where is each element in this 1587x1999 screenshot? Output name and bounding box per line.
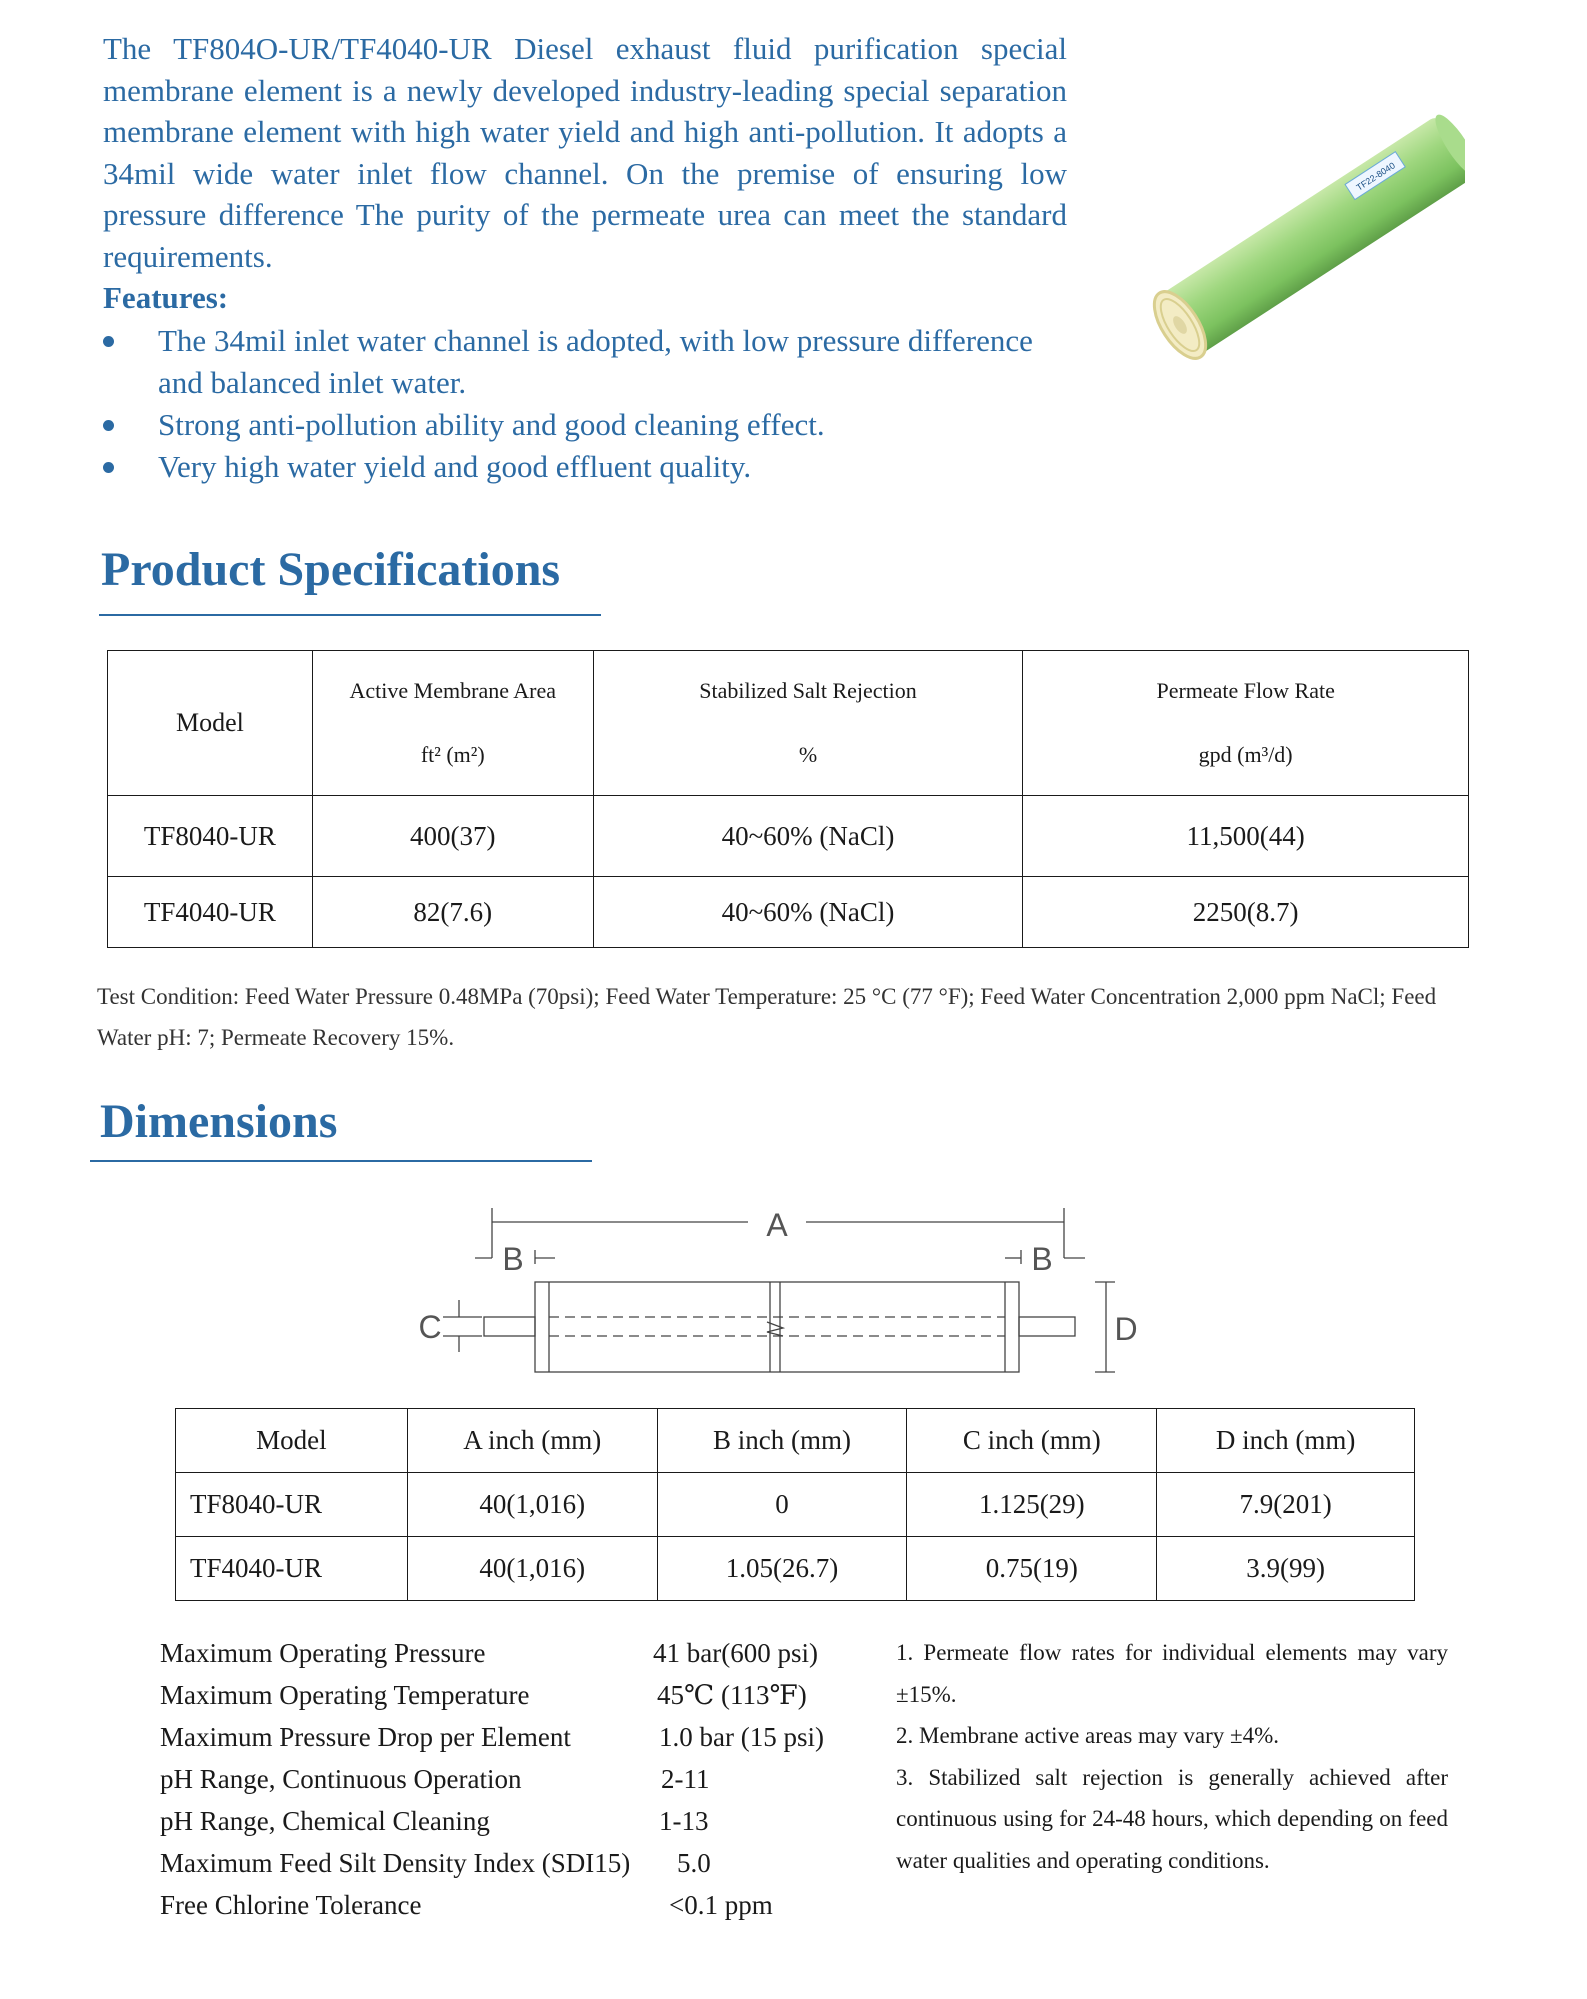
header-a: A inch (mm): [407, 1409, 657, 1473]
product-specifications-title: Product Specifications: [101, 543, 561, 596]
dimensions-diagram: [415, 1200, 1155, 1380]
header-b: B inch (mm): [657, 1409, 907, 1473]
cell-b: 1.05(26.7): [657, 1537, 907, 1601]
note-item: 2. Membrane active areas may vary ±4%.: [896, 1723, 1280, 1748]
cell-c: 0.75(19): [907, 1537, 1157, 1601]
table-row: [176, 1473, 1415, 1537]
cell-a: 40(1,016): [407, 1537, 657, 1601]
note-item: 3. Stabilized salt rejection is generally achieved after continuous using for 24-48 hours, which depending on feed water qualities and operating conditions.: [896, 1764, 1448, 1873]
intro-paragraph: The TF804O-UR/TF4040-UR Diesel exhaust fluid purification special membrane element is a newly developed industry-leading special separation membrane element with high water yield and high anti-pollution. It adopts a 34mil wide water inlet flow channel. On the premise of ensuring low pressure difference The purity of the permeate urea can meet the standard requirements.: [103, 31, 1067, 274]
operating-label: Maximum Pressure Drop per Element: [160, 1722, 571, 1752]
cell-b: 0: [657, 1473, 907, 1537]
notes: [896, 1632, 1448, 1881]
section-divider: [90, 1160, 592, 1162]
membrane-tube: [1160, 115, 1465, 355]
operating-label: pH Range, Continuous Operation: [160, 1764, 522, 1794]
cell-rejection: 40~60% (NaCl): [593, 796, 1023, 877]
operating-label: Free Chlorine Tolerance: [160, 1890, 422, 1920]
dimensions-title: Dimensions: [100, 1095, 338, 1148]
note-item: 1. Permeate flow rates for individual elements may vary ±15%.: [896, 1640, 1448, 1707]
table-header-row: [176, 1409, 1415, 1473]
cell-flow: 2250(8.7): [1023, 877, 1469, 948]
dimension-label-b-left: B: [502, 1241, 524, 1277]
dimension-label-c: C: [418, 1309, 442, 1345]
cell-flow: 11,500(44): [1023, 796, 1469, 877]
test-condition-note: Test Condition: Feed Water Pressure 0.48MPa (70psi); Feed Water Temperature: 25 °C (77 °F); Feed Water Concentration 2,000 ppm NaCl; Feed Water pH: 7; Permeate Recovery 15%.: [97, 984, 1437, 1050]
feature-item: [103, 404, 1067, 446]
product-specifications-table: [107, 650, 1469, 948]
operating-value: 45℃ (113℉): [657, 1680, 807, 1710]
bullet-icon: [103, 336, 114, 347]
operating-label: pH Range, Chemical Cleaning: [160, 1806, 490, 1836]
table-row: [108, 877, 1469, 948]
cell-c: 1.125(29): [907, 1473, 1157, 1537]
header-salt-rejection: Stabilized Salt Rejection %: [593, 651, 1023, 796]
operating-value: 1-13: [659, 1806, 709, 1836]
feature-text: Very high water yield and good effluent quality.: [158, 449, 752, 484]
dimensions-table: [175, 1408, 1415, 1601]
header-model: Model: [176, 1409, 408, 1473]
operating-label: Maximum Operating Pressure: [160, 1638, 486, 1668]
header-permeate-flow-rate: Permeate Flow Rate gpd (m³/d): [1023, 651, 1469, 796]
cell-a: 40(1,016): [407, 1473, 657, 1537]
operating-label: Maximum Operating Temperature: [160, 1680, 530, 1710]
cell-rejection: 40~60% (NaCl): [593, 877, 1023, 948]
bullet-icon: [103, 462, 114, 473]
dimension-label-a: A: [766, 1207, 788, 1243]
product-image-label: TF22-8040: [1354, 160, 1397, 193]
features-heading: Features:: [103, 280, 229, 315]
cell-area: 82(7.6): [312, 877, 593, 948]
operating-value: 41 bar(600 psi): [653, 1638, 818, 1668]
dimension-label-b-right: B: [1031, 1241, 1053, 1277]
table-row: [108, 796, 1469, 877]
operating-value: <0.1 ppm: [669, 1890, 773, 1920]
cell-model: TF4040-UR: [176, 1537, 408, 1601]
operating-label: Maximum Feed Silt Density Index (SDI15): [160, 1848, 631, 1878]
operating-value: 2-11: [661, 1764, 710, 1794]
header-model: Model: [108, 651, 313, 796]
dimension-label-d: D: [1114, 1311, 1138, 1347]
feature-text: The 34mil inlet water channel is adopted, with low pressure difference and balanced inlet water.: [158, 323, 1033, 400]
feature-item: [103, 446, 1067, 488]
feature-text: Strong anti-pollution ability and good cleaning effect.: [158, 407, 825, 442]
operating-value: 5.0: [677, 1848, 711, 1878]
cell-d: 3.9(99): [1157, 1537, 1415, 1601]
cell-d: 7.9(201): [1157, 1473, 1415, 1537]
cell-area: 400(37): [312, 796, 593, 877]
section-divider: [99, 614, 601, 616]
feature-item: [103, 320, 1067, 404]
header-d: D inch (mm): [1157, 1409, 1415, 1473]
header-c: C inch (mm): [907, 1409, 1157, 1473]
table-row: [176, 1537, 1415, 1601]
cell-model: TF8040-UR: [108, 796, 313, 877]
operating-value: 1.0 bar (15 psi): [659, 1722, 824, 1752]
table-header-row: [108, 651, 1469, 796]
cell-model: TF8040-UR: [176, 1473, 408, 1537]
membrane-element-image: [1135, 100, 1465, 400]
cell-model: TF4040-UR: [108, 877, 313, 948]
header-active-membrane-area: Active Membrane Area ft² (m²): [312, 651, 593, 796]
bullet-icon: [103, 420, 114, 431]
